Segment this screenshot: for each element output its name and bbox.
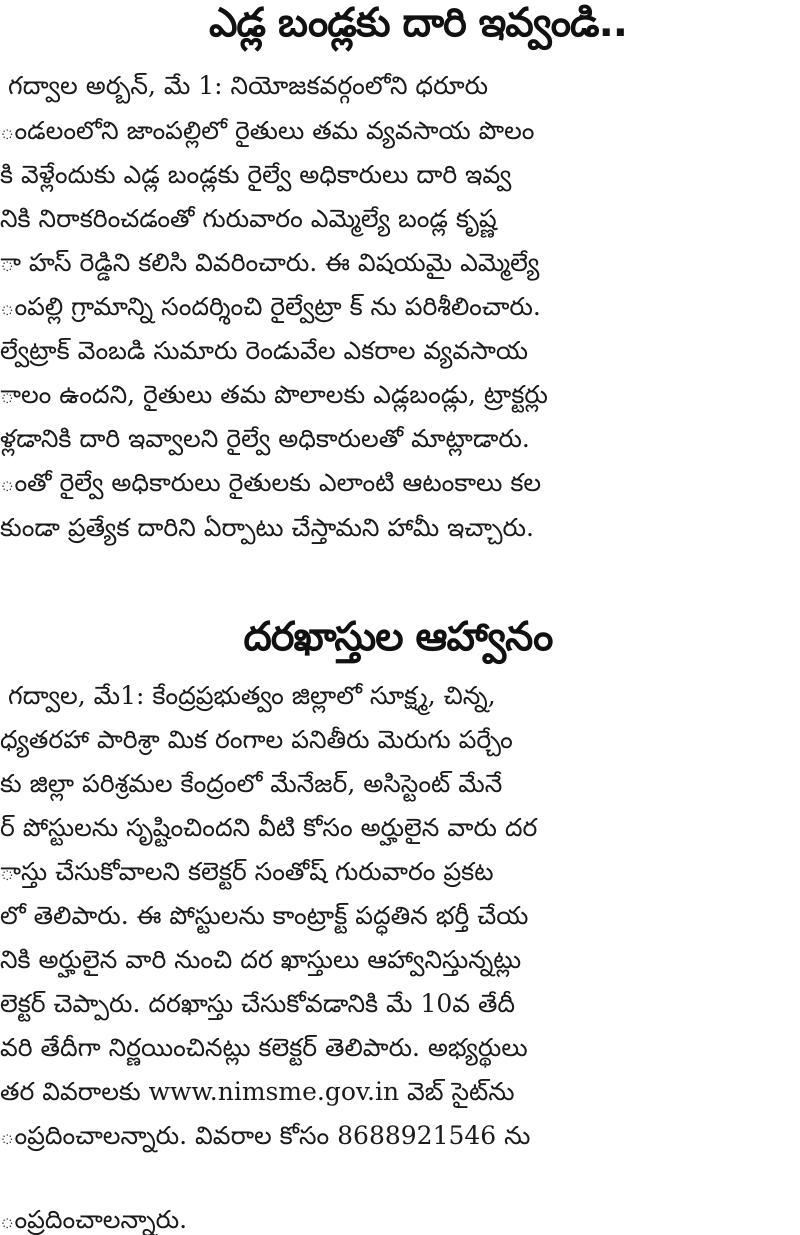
article-line: ంప్రదించాలన్నారు. <box>0 1205 188 1234</box>
article-line: ా హస్ రెడ్డిని కలిసి వివరించారు. ఈ విషయమై ఎమ్మెల్యే <box>0 248 540 277</box>
article-line: ర్ పోస్టులను సృష్టించిందని వీటి కోసం అర్హులైన వారు దర <box>0 813 538 842</box>
article-headline-bullock-carts: ఎడ్ల బండ్లకు దారి ఇవ్వండి.. <box>208 0 627 46</box>
article-line: వరి తేదీగా నిర్ణయించినట్లు కలెక్టర్ తెలిపారు. అభ్యర్థులు <box>0 1033 528 1062</box>
article-line: ల్వేట్రాక్ వెంబడి సుమారు రెండువేల ఎకరాల వ్యవసాయ <box>0 336 529 365</box>
article-line: గద్వాల, మే1: కేంద్రప్రభుత్వం జిల్లాలో సూక్ష్మ, చిన్న, <box>8 681 496 710</box>
article-headline-applications: దరఖాస్తుల ఆహ్వానం <box>243 614 553 660</box>
article-line: ాలం ఉందని, రైతులు తమ పొలాలకు ఎడ్లబండ్లు, ట్రాక్టర్లు <box>0 380 548 409</box>
article-line: ధ్యతరహా పారిశ్రా మిక రంగాల పనితీరు మెరుగు పర్చేం <box>0 725 513 754</box>
article-line: లెక్టర్ చెప్పారు. దరఖాస్తు చేసుకోవడానికి మే 10వ తేదీ <box>0 989 516 1018</box>
article-line: కు జిల్లా పరిశ్రమల కేంద్రంలో మేనేజర్, అసిస్టెంట్ మేనే <box>0 769 503 798</box>
article-line: ాస్తు చేసుకోవాలని కలెక్టర్ సంతోష్ గురువారం ప్రకట <box>0 857 494 886</box>
article-line: లో తెలిపారు. ఈ పోస్టులను కాంట్రాక్ట్ పద్ధతిన భర్తీ చేయ <box>0 901 529 930</box>
article-line: ంప్రదించాలన్నారు. వివరాల కోసం 8688921546 ను <box>0 1121 531 1150</box>
article-line: కుండా ప్రత్యేక దారిని ఏర్పాటు చేస్తామని హామీ ఇచ్చారు. <box>0 513 534 542</box>
article-line: తర వివరాలకు www.nimsme.gov.in వెబ్ సైట్‌ను <box>0 1077 515 1106</box>
article-line: ండలంలోని జాంపల్లిలో రైతులు తమ వ్యవసాయ పొలం <box>0 116 535 145</box>
article-line: నికి అర్హులైన వారి నుంచి దర ఖాస్తులు ఆహ్వానిస్తున్నట్లు <box>0 945 522 974</box>
article-line: గద్వాల అర్బన్, మే 1: నియోజకవర్గంలోని ధరూరు <box>8 71 489 100</box>
article-line: ళ్లడానికి దారి ఇవ్వాలని రైల్వే అధికారులతో మాట్లాడారు. <box>0 424 530 453</box>
article-line: కి వెళ్లేందుకు ఎడ్ల బండ్లకు రైల్వే అధికారులు దారి ఇవ్వ <box>0 160 512 189</box>
article-line: నికి నిరాకరించడంతో గురువారం ఎమ్మెల్యే బండ్ల కృష్ణ <box>0 204 497 233</box>
article-line: ంతో రైల్వే అధికారులు రైతులకు ఎలాంటి ఆటంకాలు కల <box>0 468 542 497</box>
article-line: ంపల్లి గ్రామాన్ని సందర్శించి రైల్వేట్రా క్ ను పరిశీలించారు. <box>0 292 541 321</box>
